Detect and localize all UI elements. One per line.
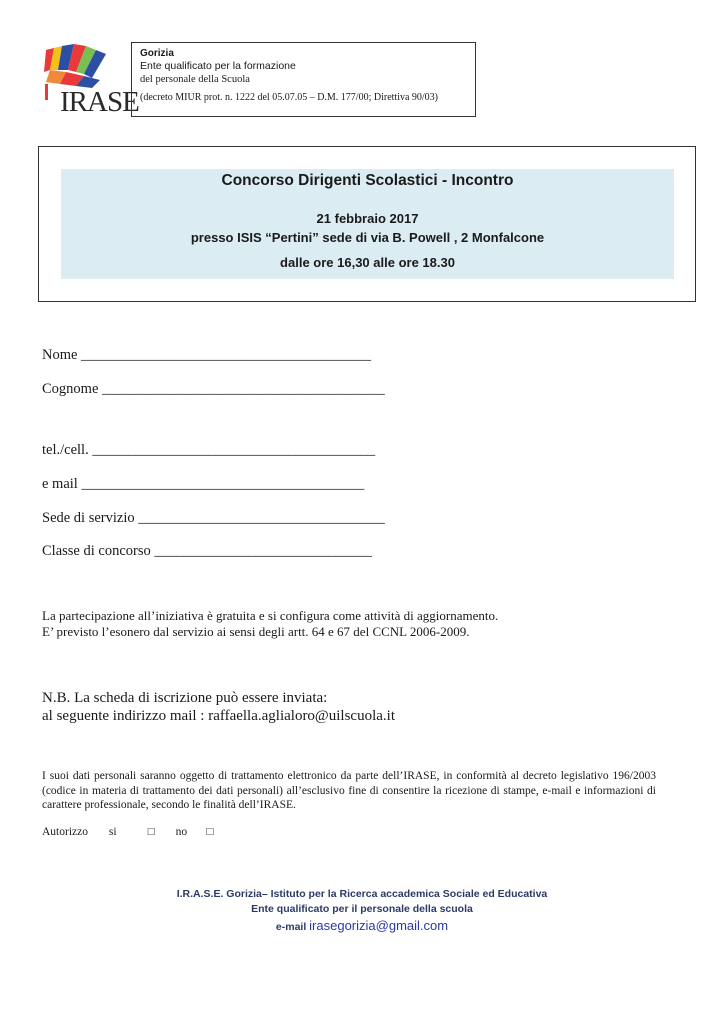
- header-decree: (decreto MIUR prot. n. 1222 del 05.07.05 – D.M. 177/00; Direttiva 90/03): [140, 92, 439, 103]
- field-nome[interactable]: Nome ________________________________________: [42, 347, 372, 363]
- footer-email-row: [0, 918, 724, 933]
- nb-line1: N.B. La scheda di iscrizione può essere inviata:: [42, 690, 328, 706]
- footer-line2: Ente qualificato per il personale della scuola: [251, 903, 473, 915]
- header-line2: del personale della Scuola: [140, 74, 250, 85]
- footer: [0, 888, 724, 933]
- consent-yes-checkbox[interactable]: □: [147, 826, 155, 838]
- event-date: 21 febbraio 2017: [316, 211, 419, 226]
- info-line2: E’ previsto l’esonero dal servizio ai sensi degli artt. 64 e 67 del CCNL 2006-2009.: [42, 624, 470, 639]
- field-tel[interactable]: tel./cell. _______________________________________: [42, 442, 376, 458]
- privacy-notice: I suoi dati personali saranno oggetto di trattamento elettronico da parte dell’IRASE, in conformità al decreto legislativo 196/2003 (codice in materia di trattamento dei dati personali) all’esclusivo fine di consentire la ricezione di stampe, e-mail e informazioni di carattere professionale, secondo le finalità dell’IRASE.: [42, 770, 656, 811]
- consent-row: [42, 826, 213, 838]
- event-panel: [61, 169, 674, 279]
- field-email[interactable]: e mail _______________________________________: [42, 476, 365, 492]
- consent-label: Autorizzo: [42, 826, 88, 838]
- nb-line2: al seguente indirizzo mail : raffaella.aglialoro@uilscuola.it: [42, 708, 395, 724]
- consent-yes-label: si: [108, 826, 117, 838]
- consent-no-checkbox[interactable]: □: [206, 826, 214, 838]
- footer-line1: I.R.A.S.E. Gorizia– Istituto per la Ricerca accademica Sociale ed Educativa: [176, 888, 548, 900]
- event-place: presso ISIS “Pertini” sede di via B. Powell , 2 Monfalcone: [190, 230, 545, 245]
- consent-no-label: no: [175, 826, 188, 838]
- field-sede[interactable]: Sede di servizio __________________________________: [42, 510, 385, 526]
- header-box: [131, 42, 476, 117]
- header-city: Gorizia: [140, 48, 174, 59]
- field-classe[interactable]: Classe di concorso ______________________________: [42, 543, 372, 559]
- info-line1: La partecipazione all’iniziativa è gratuita e si configura come attività di aggiornamento.: [42, 608, 499, 623]
- event-time: dalle ore 16,30 alle ore 18.30: [280, 255, 455, 270]
- field-cognome[interactable]: Cognome _______________________________________: [42, 381, 385, 397]
- event-title: Concorso Dirigenti Scolastici - Incontro: [221, 172, 514, 189]
- event-box: [38, 146, 696, 302]
- logo-text: IRASE: [60, 86, 139, 118]
- footer-email-label: e-mail: [275, 921, 310, 933]
- footer-email-link[interactable]: irasegorizia@gmail.com: [309, 918, 449, 933]
- header-line1: Ente qualificato per la formazione: [140, 60, 296, 72]
